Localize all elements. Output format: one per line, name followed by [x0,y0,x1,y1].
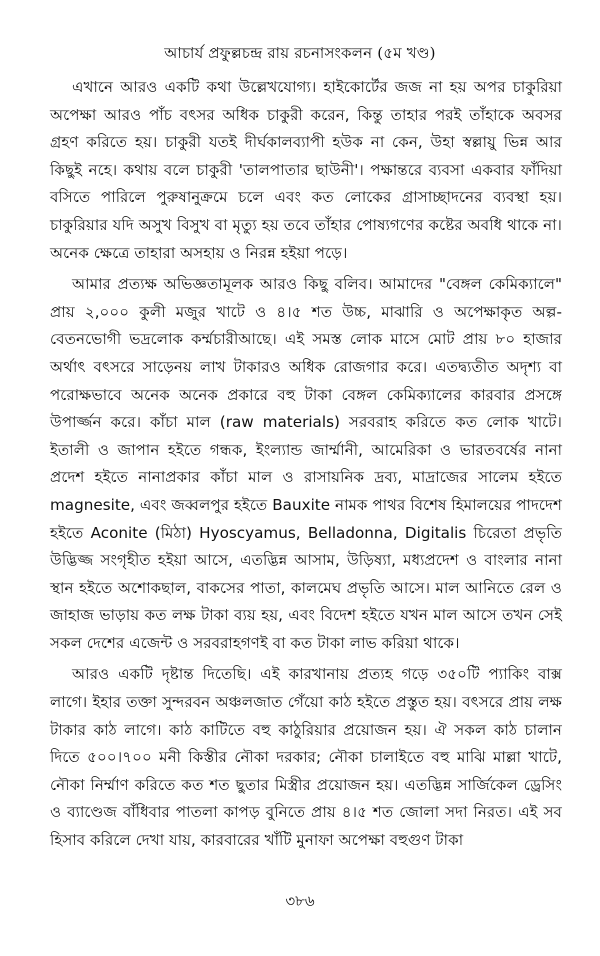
paragraph: আমার প্রত্যক্ষ অভিজ্ঞতামূলক আরও কিছু বলিব। আমাদের "বেঙ্গল কেমিক্যালে" প্রায় ২,০০০ কুলী মজুর খাটে ও ৪।৫ শত উচ্চ, মাঝারি ও অপেক্ষাকৃত অল্প-বেতনভোগী ভদ্রলোক কর্ম্মচারীআছে। এই সমস্ত লোক মাসে মোট প্রায় ৮০ হাজার অর্থাৎ বৎসরে সাড়েনয় লাখ টাকারও অধিক রোজগার করে। এতদ্ব্যতীত অদৃশ্য বা পরোক্ষভাবে অনেক অনেক প্রকারে বহু টাকা বেঙ্গল কেমিক্যালের কারবার প্রসঙ্গে উপার্জ্জন করে। কাঁচা মাল (raw materials) সরবরাহ করিতে কত লোক খাটে। ইতালী ও জাপান হইতে গন্ধক, ইংল্যান্ড জার্ম্মানী, আমেরিকা ও ভারতবর্ষের নানা প্রদেশ হইতে নানাপ্রকার কাঁচা মাল ও রাসায়নিক দ্রব্য, মাদ্রাজের সালেম হইতে magnesite, এবং জব্বলপুর হইতে Bauxite নামক পাথর বিশেষ হিমালয়ের পাদদেশ হইতে Aconite (মিঠা) Hyoscyamus, Belladonna, Digitalis চিরেতা প্রভৃতি উদ্ভিজ্জ সংগৃহীত হইয়া আসে, এতদ্ভিন্ন আসাম, উড়িষ্যা, মধ্যপ্রদেশ ও বাংলার নানা স্থান হইতে অশোকছাল, বাকসের পাতা, কালমেঘ প্রভৃতি আসে। মাল আনিতে রেল ও জাহাজ ভাড়ায় কত লক্ষ টাকা ব্যয় হয়, এবং বিদেশ হইতে যখন মাল আসে তখন সেই সকল দেশের এজেন্ট ও সরবরাহগণই বা কত টাকা লাভ করিয়া থাকে। [50,275,562,652]
paragraph: আরও একটি দৃষ্টান্ত দিতেছি। এই কারখানায় প্রত্যহ গড়ে ৩৫০টি প্যাকিং বাক্স লাগে। ইহার তক্তা সুন্দরবন অঞ্চলজাত গেঁয়ো কাঠ হইতে প্রস্তুত হয়। বৎসরে প্রায় লক্ষ টাকার কাঠ লাগে। কাঠ কাটিতে বহু কাঠুরিয়ার প্রয়োজন হয়। ঐ সকল কাঠ চালান দিতে ৫০০।৭০০ মনী কিস্তীর নৌকা দরকার; নৌকা চালাইতে বহু মাঝি মাল্লা খাটে, নৌকা নির্ম্মাণ করিতে কত শত ছুতার মিস্ত্রীর প্রয়োজন হয়। এতদ্ভিন্ন সার্জিকেল ড্রেসিং ও ব্যাণ্ডেজ বাঁধিবার পাতলা কাপড় বুনিতে প্রায় ৪।৫ শত জোলা সদা নিরত। এই সব হিসাব করিলে দেখা যায়, কারবারের খাঁটি মুনাফা অপেক্ষা বহুগুণ টাকা [50,665,562,850]
body-text [50,74,562,859]
running-head: আচার্য প্রফুল্লচন্দ্র রায় রচনাসংকলন (৫ম খণ্ড) [164,44,436,62]
paragraph: এখানে আরও একটি কথা উল্লেখযোগ্য। হাইকোর্টের জজ না হয় অপর চাকুরিয়া অপেক্ষা আরও পাঁচ বৎসর অধিক চাকুরী করেন, কিন্তু তাহার পরই তাঁহাকে অবসর গ্রহণ করিতে হয়। চাকুরী যতই দীর্ঘকালব্যাপী হউক না কেন, উহা স্বল্লায়ু ভিন্ন আর কিছুই নহে। কথায় বলে চাকুরী 'তালপাতার ছাউনী'। পক্ষান্তরে ব্যবসা একবার ফাঁদিয়া বসিতে পারিলে পুরুষানুক্রমে চলে এবং কত লোকের গ্রাসাচ্ছাদনের ব্যবস্থা হয়। চাকুরিয়ার যদি অসুখ বিসুখ বা মৃত্যু হয় তবে তাঁহার পোষ্যগণের কষ্টের অবধি থাকে না। অনেক ক্ষেত্রে তাহারা অসহায় ও নিরন্ন হইয়া পড়ে। [50,78,562,262]
page-number: ৩৮৬ [285,892,315,910]
